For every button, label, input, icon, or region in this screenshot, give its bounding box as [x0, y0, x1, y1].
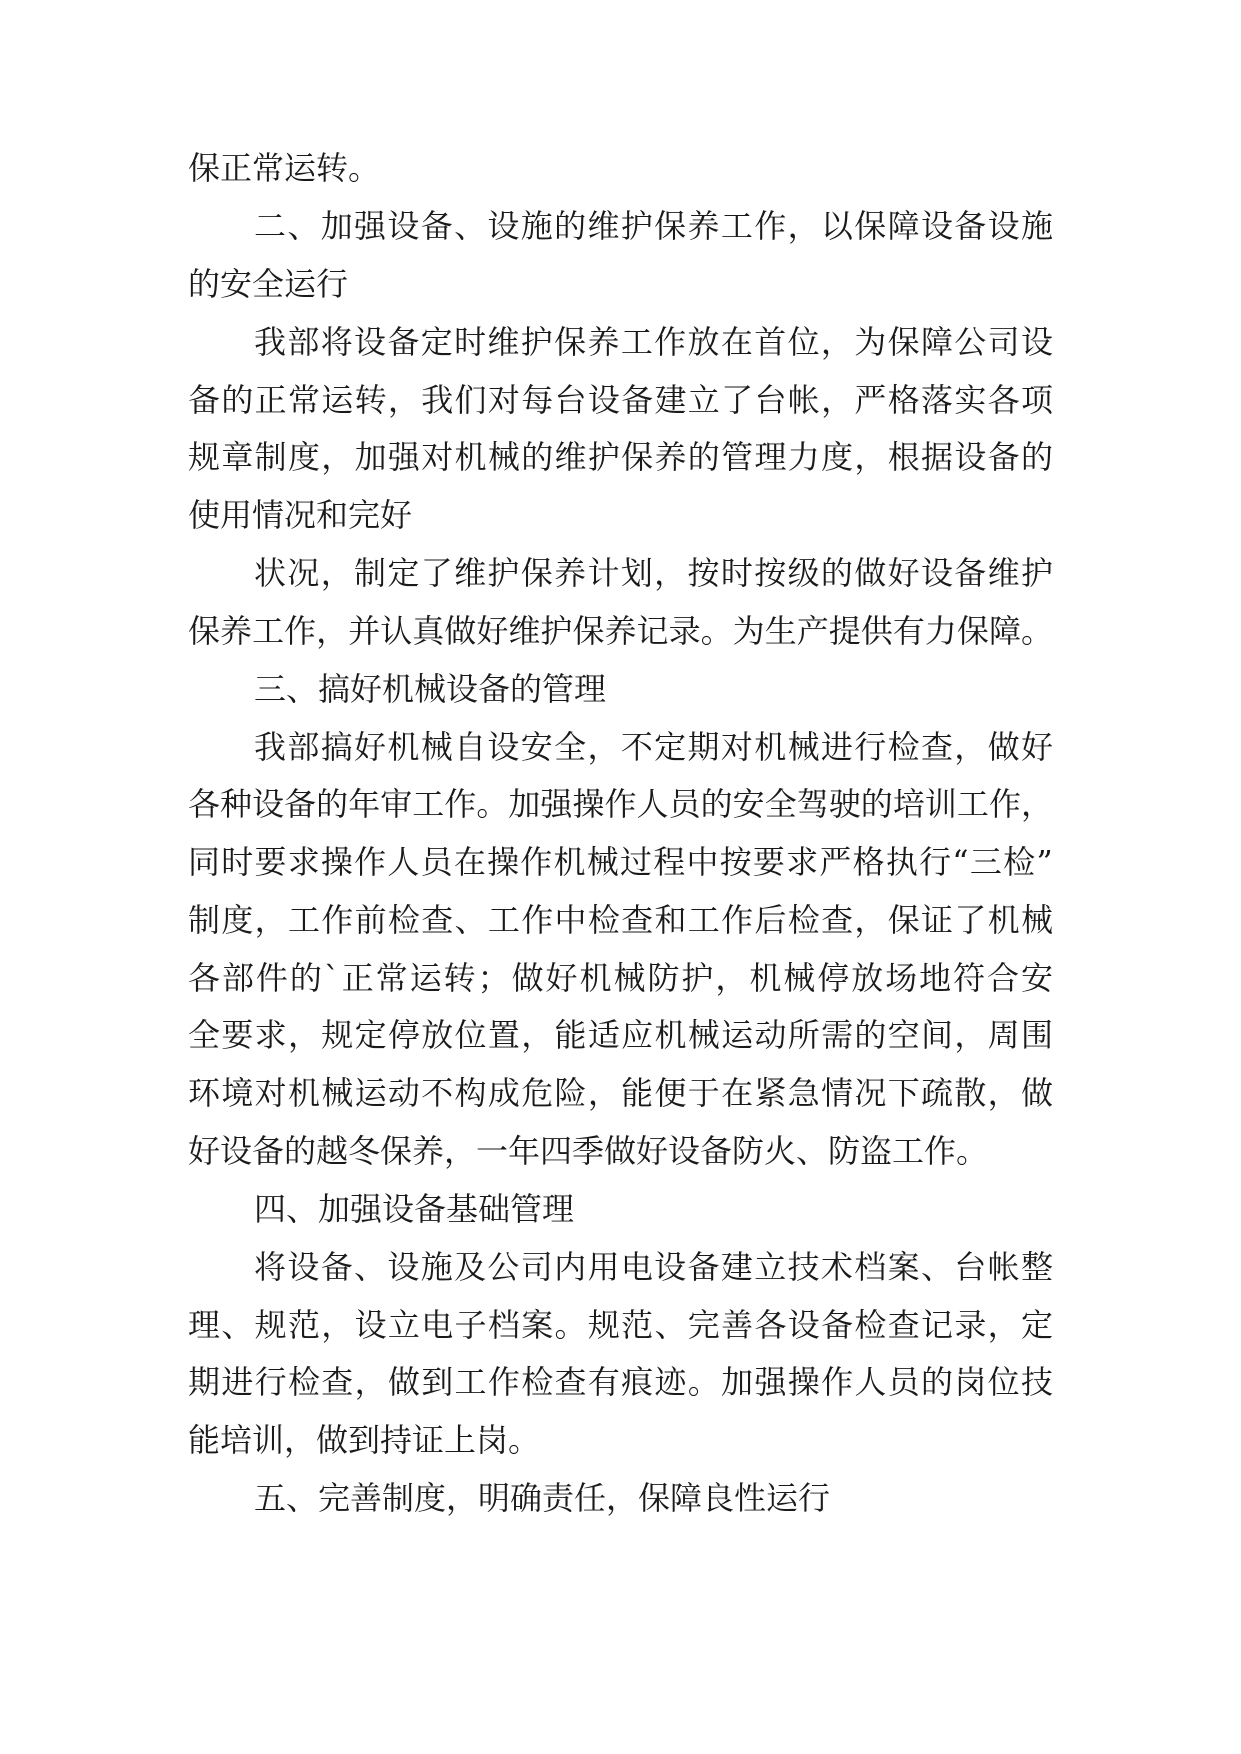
paragraph-line: 理、规范，设立电子档案。规范、完善各设备检查记录，定 [188, 1306, 1055, 1344]
section-heading-2: 二、加强设备、设施的维护保养工作，以保障设备设施 [254, 207, 1055, 245]
paragraph-line: 将设备、设施及公司内用电设备建立技术档案、台帐整 [254, 1248, 1055, 1286]
section-heading-5: 五、完善制度，明确责任，保障良性运行 [254, 1479, 831, 1517]
paragraph-line: 我部将设备定时维护保养工作放在首位，为保障公司设 [254, 323, 1055, 361]
paragraph-line: 期进行检查，做到工作检查有痕迹。加强操作人员的岗位技 [188, 1363, 1055, 1401]
paragraph-line: 使用情况和完好 [188, 496, 413, 534]
paragraph-line: 我部搞好机械自设安全，不定期对机械进行检查，做好 [254, 728, 1055, 766]
paragraph-line: 备的正常运转，我们对每台设备建立了台帐，严格落实各项 [188, 381, 1055, 419]
section-heading-3: 三、搞好机械设备的管理 [254, 670, 607, 708]
section-heading-4: 四、加强设备基础管理 [254, 1190, 575, 1228]
section-heading-2-cont: 的安全运行 [188, 265, 349, 303]
paragraph-line: 状况，制定了维护保养计划，按时按级的做好设备维护 [254, 554, 1055, 592]
paragraph-line: 各部件的`正常运转；做好机械防护，机械停放场地符合安 [188, 959, 1055, 997]
paragraph-line: 全要求，规定停放位置，能适应机械运动所需的空间，周围 [188, 1016, 1055, 1054]
paragraph-line: 各种设备的年审工作。加强操作人员的安全驾驶的培训工作， [188, 785, 1054, 823]
paragraph-line: 能培训，做到持证上岗。 [188, 1421, 541, 1459]
text-line-continuation: 保正常运转。 [188, 149, 381, 187]
paragraph-line: 保养工作，并认真做好维护保养记录。为生产提供有力保障。 [188, 612, 1054, 650]
paragraph-line: 好设备的越冬保养，一年四季做好设备防火、防盗工作。 [188, 1132, 989, 1170]
paragraph-line: 制度，工作前检查、工作中检查和工作后检查，保证了机械 [188, 901, 1055, 939]
paragraph-line: 规章制度，加强对机械的维护保养的管理力度，根据设备的 [188, 438, 1055, 476]
paragraph-line: 同时要求操作人员在操作机械过程中按要求严格执行“三检” [188, 843, 1054, 881]
paragraph-line: 环境对机械运动不构成危险，能便于在紧急情况下疏散，做 [188, 1074, 1055, 1112]
